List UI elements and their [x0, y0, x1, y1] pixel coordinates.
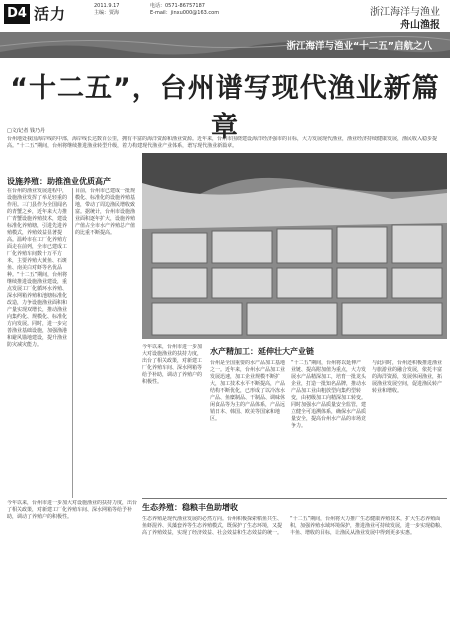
- subhead-processing: 水产精加工：延伸壮大产业链: [210, 347, 314, 356]
- page-headline: “十二五”，台州谱写现代渔业新篇章: [10, 73, 440, 143]
- aerial-pond-illustration: [142, 153, 447, 339]
- section-name: 活力: [34, 5, 67, 23]
- aquaculture-photo: [142, 153, 447, 339]
- edition-meta: [94, 3, 119, 17]
- body-col-2: 目前，台州市已建成一批规模化、标准化的设施养殖基地，带动了周边渔民增收致富。据统计，台州市设施渔业面积逐年扩大，设施养殖产值占全市水产养殖总产值的比重不断提高。: [75, 188, 136, 236]
- subhead-eco: 生态养殖：稳粮丰鱼助增收: [142, 503, 238, 512]
- subhead-facility: 设施养殖：助推渔业优质高产: [7, 177, 111, 186]
- masthead: [0, 0, 450, 32]
- body-col-4: 台州是全国重要的水产品加工基地之一。近年来，台州水产品加工业发展迅速，加工企业规模不断扩大，加工技术水平不断提高，产品结构不断优化，已形成了以冷冻水产品、鱼糜制品、干制品、调味休闲食品等为主的产品体系，产品远销日本、韩国、欧美等国家和地区。: [210, 360, 285, 422]
- band-title: 浙江海洋与渔业“十二五”启航之八: [286, 41, 432, 52]
- spacer: [142, 344, 447, 345]
- body-col-3: 今年以来，台州市进一步加大对设施渔业的扶持力度，出台了相关政策，对新建工厂化养殖车间、深水网箱等给予补助，调动了养殖户的积极性。: [142, 344, 203, 385]
- byline: □文/记者 钱乃丹: [7, 128, 45, 134]
- body-col-5: “十二五”期间，台州将以延伸产业链、提高附加值为重点，大力发展水产品精深加工，培育一批龙头企业，打造一批知名品牌，推动水产品加工业由粗放型向集约型转变，由初级加工向精深加工转变。同时加强水产品质量安全监管，建立健全可追溯体系，确保水产品质量安全，提高台州水产品的市场竞争力。: [291, 360, 366, 429]
- email: E-mail：jinxu000@163.com: [150, 10, 220, 16]
- column-divider: [72, 188, 73, 498]
- body-col-6: 与此同时，台州还积极推进渔业与旅游业的融合发展，依托丰富的海洋资源，发展休闲渔业，拓展渔业发展空间，促进渔民转产转业和增收。: [372, 360, 443, 394]
- body-col-1b: 今年以来，台州市进一步加大对设施渔业的扶持力度，出台了相关政策，对新建工厂化养殖车间、深水网箱等给予补助，调动了养殖户的积极性。: [7, 500, 137, 520]
- body-col-7: 生态养殖是现代渔业发展的必然方向。台州积极探索稻鱼共生、鱼虾混养、贝藻套养等生态养殖模式，既保护了生态环境，又提高了养殖效益，实现了经济效益、社会效益和生态效益的统一。: [142, 516, 282, 536]
- paper-brand: 舟山渔报: [400, 20, 440, 31]
- section-code: D4: [4, 4, 30, 24]
- lead-paragraph: 台州地处我国海岸线的中部，海岸线长达数百公里，拥有丰富的海洋资源和渔业资源。近年来，台州市围绕建设海洋经济强市的目标，大力发展现代渔业，渔业经济持续健康发展，渔民收入稳步提高。“十二五”期间，台州将继续推进渔业转型升级，着力构建现代渔业产业体系，谱写现代渔业新篇章。: [7, 136, 438, 149]
- body-col-8: “十二五”期间，台州将大力推广生态健康养殖技术，扩大生态养殖面积，加强养殖水域环境保护，推进渔业可持续发展，进一步实现稳粮、丰鱼、增收的目标，让渔民从渔业发展中得到更多实惠。: [290, 516, 445, 536]
- section-rule: [142, 498, 447, 499]
- body-col-1: 在台州的渔业发展进程中，设施渔业发挥了举足轻重的作用。三门县作为全国闻名的青蟹之乡，近年来大力推广青蟹设施养殖技术，建设标准化养殖塘，引进先进养殖模式，养殖效益显著提高。温岭市在工厂化养殖方面走在前列，全市已建成工厂化养殖车间数十万平方米，主要养殖大黄鱼、石斑鱼、南美白对虾等名优品种。“十二五”期间，台州将继续推进设施渔业建设，重点发展工厂化循环水养殖、深水网箱养殖和池塘标准化改造，力争设施渔业面积和产量实现双增长，推动渔业向集约化、规模化、标准化方向发展。同时，进一步完善渔业基础设施，加强渔港和避风锚地建设，提升渔业防灾减灾能力。: [7, 188, 68, 348]
- phone: 电话：0571-86757187: [150, 3, 205, 9]
- contact-meta: [150, 3, 219, 17]
- paper-name: 浙江海洋与渔业: [370, 7, 440, 18]
- editor: 主编：贾海: [94, 10, 120, 16]
- issue-date: 2011.9.17: [94, 3, 120, 9]
